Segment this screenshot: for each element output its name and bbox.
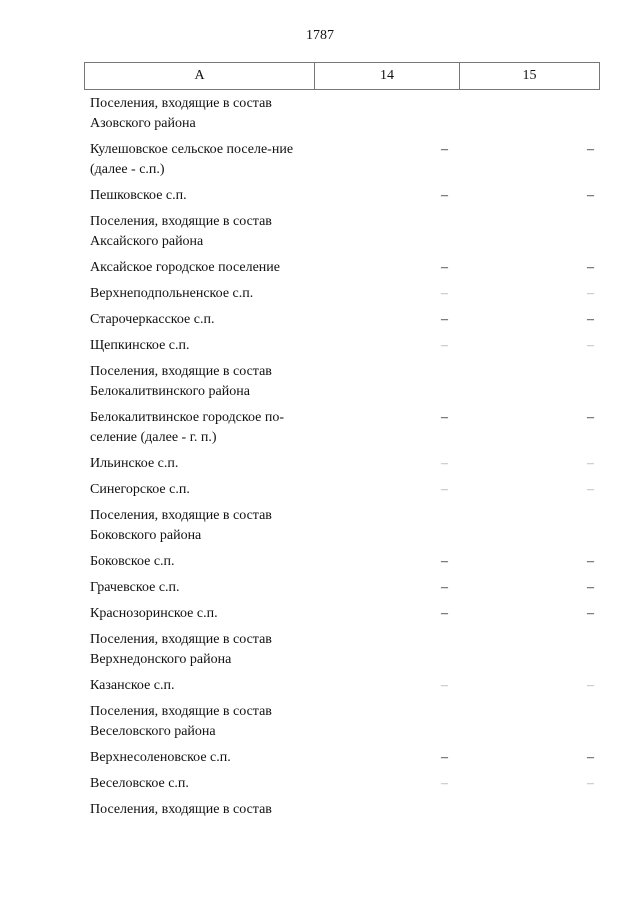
table-row xyxy=(84,747,600,773)
table-row xyxy=(84,603,600,629)
cell-col-15: – xyxy=(587,338,594,353)
cell-col-15: – xyxy=(587,260,594,275)
row-name: Старочеркасское с.п. xyxy=(90,312,215,327)
table-row xyxy=(84,407,600,453)
row-name: Поселения, входящие в состав Боковского района xyxy=(90,508,272,543)
cell-col-14: – xyxy=(441,188,448,203)
cell-col-14 xyxy=(313,212,457,252)
row-name: Поселения, входящие в состав Аксайского района xyxy=(90,214,272,249)
cell-col-14: – xyxy=(441,312,448,327)
table-row xyxy=(84,361,600,407)
table-row xyxy=(84,799,600,825)
cell-col-14: – xyxy=(441,260,448,275)
cell-col-15: – xyxy=(587,580,594,595)
row-name: Аксайское городское поселение xyxy=(90,260,280,275)
row-name: Поселения, входящие в состав xyxy=(90,802,272,817)
table-row xyxy=(84,257,600,283)
cell-col-15 xyxy=(457,212,600,252)
cell-col-14: – xyxy=(441,580,448,595)
row-name: Грачевское с.п. xyxy=(90,580,180,595)
table-row xyxy=(84,629,600,675)
table-row xyxy=(84,211,600,257)
row-name: Белокалитвинское городское по-селение (далее - г. п.) xyxy=(90,410,285,445)
table-row xyxy=(84,577,600,603)
row-name: Кулешовское сельское поселе-ние (далее - с.п.) xyxy=(90,142,294,177)
cell-col-14: – xyxy=(441,750,448,765)
table-row xyxy=(84,551,600,577)
table-body xyxy=(84,93,600,825)
row-name: Верхнеподпольненское с.п. xyxy=(90,286,254,301)
table-row xyxy=(84,675,600,701)
table-row xyxy=(84,479,600,505)
cell-col-14 xyxy=(313,362,457,402)
cell-col-14 xyxy=(313,800,457,820)
cell-col-15: – xyxy=(587,456,594,471)
cell-col-15 xyxy=(457,506,600,546)
table-header xyxy=(84,62,600,90)
row-name: Поселения, входящие в состав Белокалитвинского района xyxy=(90,364,272,399)
cell-col-15: – xyxy=(587,188,594,203)
row-name: Краснозоринское с.п. xyxy=(90,606,218,621)
cell-col-14: – xyxy=(441,286,448,301)
cell-col-15: – xyxy=(587,410,594,425)
cell-col-15: – xyxy=(587,312,594,327)
table-row xyxy=(84,185,600,211)
table-row xyxy=(84,93,600,139)
table-row xyxy=(84,309,600,335)
cell-col-14 xyxy=(313,94,457,134)
page-number: 1787 xyxy=(306,28,334,43)
header-col-14: 14 xyxy=(315,63,460,90)
cell-col-15: – xyxy=(587,678,594,693)
cell-col-14 xyxy=(313,630,457,670)
cell-col-14: – xyxy=(441,410,448,425)
table-row xyxy=(84,773,600,799)
cell-col-14: – xyxy=(441,482,448,497)
row-name: Поселения, входящие в состав Верхнедонского района xyxy=(90,632,272,667)
cell-col-15 xyxy=(457,702,600,742)
cell-col-15 xyxy=(457,800,600,820)
cell-col-15: – xyxy=(587,142,594,157)
row-name: Веселовское с.п. xyxy=(90,776,189,791)
row-name: Казанское с.п. xyxy=(90,678,175,693)
table-row xyxy=(84,139,600,185)
cell-col-15: – xyxy=(587,750,594,765)
cell-col-14: – xyxy=(441,606,448,621)
row-name: Поселения, входящие в состав Азовского района xyxy=(90,96,272,131)
row-name: Синегорское с.п. xyxy=(90,482,190,497)
cell-col-15 xyxy=(457,630,600,670)
table-row xyxy=(84,505,600,551)
cell-col-15: – xyxy=(587,554,594,569)
cell-col-15: – xyxy=(587,482,594,497)
cell-col-15: – xyxy=(587,286,594,301)
table-row xyxy=(84,701,600,747)
header-col-a: А xyxy=(85,63,315,90)
cell-col-14: – xyxy=(441,678,448,693)
cell-col-15: – xyxy=(587,776,594,791)
row-name: Пешковское с.п. xyxy=(90,188,187,203)
cell-col-14 xyxy=(313,702,457,742)
row-name: Верхнесоленовское с.п. xyxy=(90,750,231,765)
cell-col-14 xyxy=(313,506,457,546)
table-row xyxy=(84,283,600,309)
table-row xyxy=(84,335,600,361)
cell-col-14: – xyxy=(441,456,448,471)
row-name: Ильинское с.п. xyxy=(90,456,179,471)
cell-col-14: – xyxy=(441,554,448,569)
cell-col-15 xyxy=(457,362,600,402)
header-col-15: 15 xyxy=(460,63,600,90)
cell-col-14: – xyxy=(441,142,448,157)
table-row xyxy=(84,453,600,479)
cell-col-15: – xyxy=(587,606,594,621)
row-name: Щепкинское с.п. xyxy=(90,338,190,353)
cell-col-14: – xyxy=(441,776,448,791)
cell-col-14: – xyxy=(441,338,448,353)
row-name: Боковское с.п. xyxy=(90,554,175,569)
cell-col-15 xyxy=(457,94,600,134)
row-name: Поселения, входящие в состав Веселовского района xyxy=(90,704,272,739)
